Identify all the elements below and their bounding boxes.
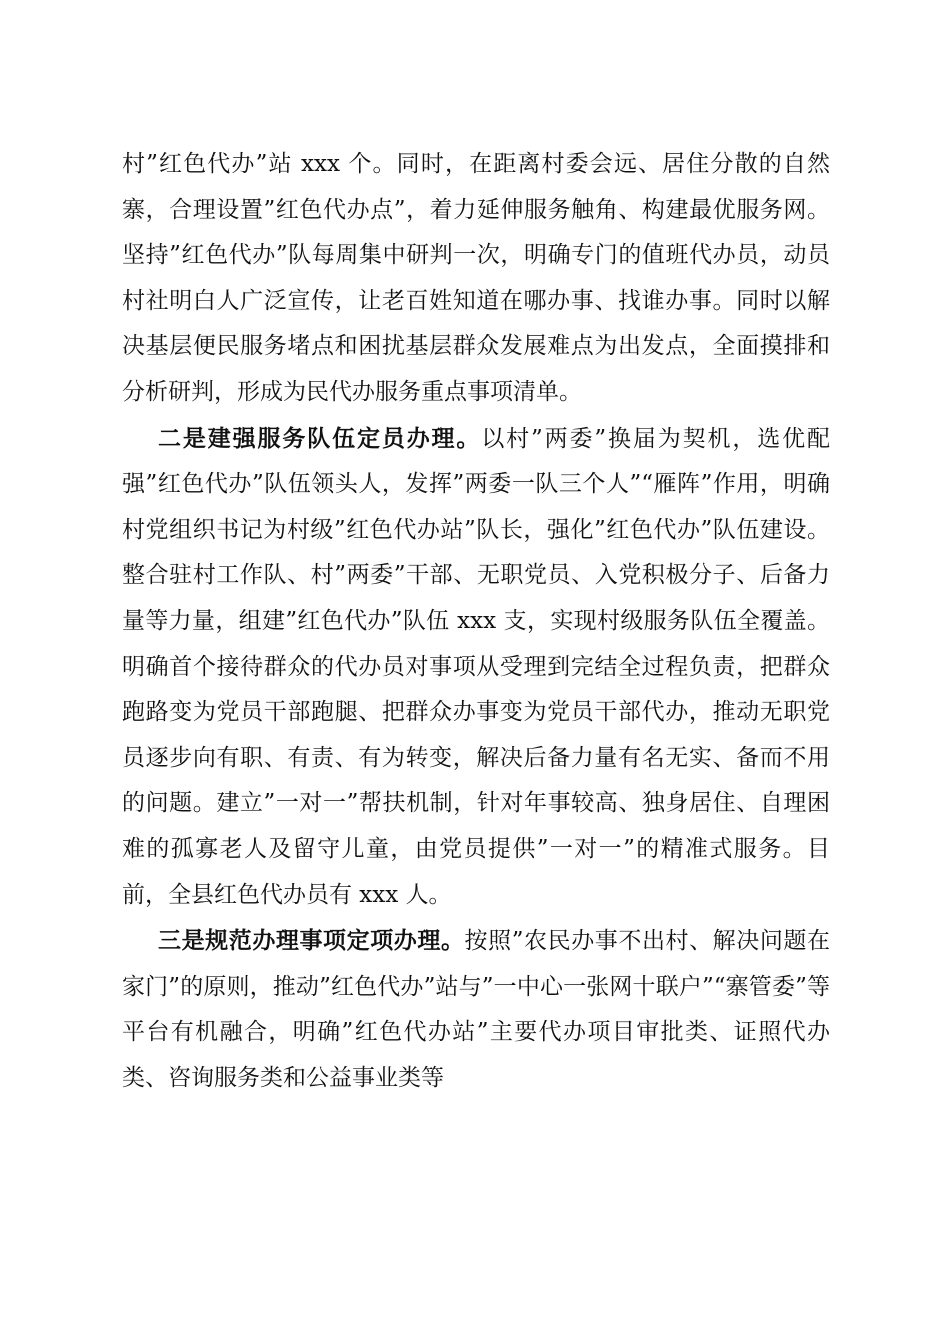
paragraph-text: 按照”农民办事不出村、解决问题在家门”的原则，推动”红色代办”站与”一中心一张网十联户”“寨管委”等平台有机融合，明确”红色代办站”主要代办项目审批类、证照代办类、咨询服务类和公益事业类等: [122, 928, 831, 1091]
paragraph-standardize-items: [122, 918, 830, 1101]
paragraph-service-team: [122, 416, 830, 919]
paragraph-heading: 三是规范办理事项定项办理。: [158, 927, 465, 955]
paragraph-continuation: [122, 142, 830, 416]
paragraph-heading: 二是建强服务队伍定员办理。: [158, 424, 482, 452]
paragraph-text: 以村”两委”换届为契机，选优配强”红色代办”队伍领头人，发挥”两委一队三个人”“雁阵”作用，明确村党组织书记为村级”红色代办站”队长，强化”红色代办”队伍建设。整合驻村工作队、村”两委”干部、无职党员、入党积极分子、后备力量等力量，组建”红色代办”队伍 xxx 支，实现村级服务队伍全覆盖。明确首个接待群众的代办员对事项从受理到完结全过程负责，把群众跑路变为党员干部跑腿、把群众办事变为党员干部代办，推动无职党员逐步向有职、有责、有为转变，解决后备力量有名无实、备而不用的问题。建立”一对一”帮扶机制，针对年事较高、独身居住、自理困难的孤寡老人及留守儿童，由党员提供”一对一”的精准式服务。目前，全县红色代办员有 xxx 人。: [122, 425, 830, 908]
document-body: [122, 142, 830, 1101]
paragraph-text: 村”红色代办”站 xxx 个。同时，在距离村委会远、居住分散的自然寨，合理设置”红色代办点”，着力延伸服务触角、构建最优服务网。坚持”红色代办”队每周集中研判一次，明确专门的值班代办员，动员村社明白人广泛宣传，让老百姓知道在哪办事、找谁办事。同时以解决基层便民服务堵点和困扰基层群众发展难点为出发点，全面摸排和分析研判，形成为民代办服务重点事项清单。: [122, 151, 830, 405]
